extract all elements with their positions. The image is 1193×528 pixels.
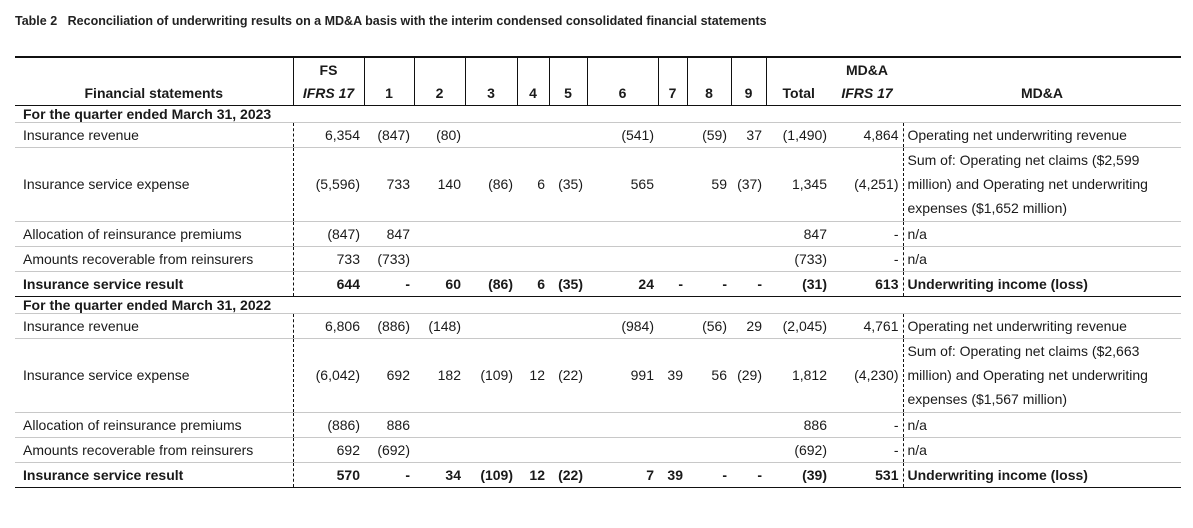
header-adj-6: 6 bbox=[587, 81, 658, 105]
cell-adj-2 bbox=[414, 437, 465, 462]
cell-adj-8: - bbox=[687, 462, 731, 487]
cell-mda-desc: Operating net underwriting revenue bbox=[903, 122, 1181, 147]
cell-fs: 644 bbox=[293, 271, 364, 296]
table-row bbox=[15, 122, 1181, 147]
cell-fs: (847) bbox=[293, 221, 364, 246]
cell-mda: (4,251) bbox=[831, 147, 903, 221]
header-adj-9: 9 bbox=[731, 81, 766, 105]
cell-total: 847 bbox=[766, 221, 831, 246]
cell-adj-2: 34 bbox=[414, 462, 465, 487]
table-row bbox=[15, 147, 1181, 221]
reconciliation-table bbox=[15, 56, 1181, 488]
cell-adj-2: (80) bbox=[414, 122, 465, 147]
cell-adj-7 bbox=[658, 122, 687, 147]
cell-adj-9: (37) bbox=[731, 147, 766, 221]
cell-adj-9 bbox=[731, 412, 766, 437]
cell-total: 1,812 bbox=[766, 338, 831, 412]
cell-mda: 613 bbox=[831, 271, 903, 296]
cell-adj-3 bbox=[465, 246, 517, 271]
cell-mda: 531 bbox=[831, 462, 903, 487]
table-title: Reconciliation of underwriting results on a MD&A basis with the interim condensed consolidated financial statements bbox=[67, 14, 767, 28]
header-row-bottom bbox=[15, 81, 1181, 105]
cell-adj-9 bbox=[731, 437, 766, 462]
cell-mda: (4,230) bbox=[831, 338, 903, 412]
cell-adj-9: 37 bbox=[731, 122, 766, 147]
cell-total: (39) bbox=[766, 462, 831, 487]
header-adj-7: 7 bbox=[658, 81, 687, 105]
cell-adj-9: - bbox=[731, 271, 766, 296]
cell-adj-5: (35) bbox=[549, 147, 587, 221]
cell-mda: 4,761 bbox=[831, 313, 903, 338]
cell-mda-desc: Sum of: Operating net claims ($2,599 million) and Operating net underwriting expenses ($1,652 million) bbox=[903, 147, 1181, 221]
cell-adj-6: (984) bbox=[587, 313, 658, 338]
cell-adj-8 bbox=[687, 437, 731, 462]
row-label: Insurance service expense bbox=[15, 338, 293, 412]
cell-total: 1,345 bbox=[766, 147, 831, 221]
cell-adj-4: 6 bbox=[517, 147, 549, 221]
cell-fs: 570 bbox=[293, 462, 364, 487]
table-header bbox=[15, 57, 1181, 105]
cell-adj-1: 692 bbox=[364, 338, 414, 412]
cell-adj-6: (541) bbox=[587, 122, 658, 147]
cell-fs: (886) bbox=[293, 412, 364, 437]
cell-mda: 4,864 bbox=[831, 122, 903, 147]
cell-fs: 6,806 bbox=[293, 313, 364, 338]
cell-mda-desc: n/a bbox=[903, 412, 1181, 437]
cell-mda: - bbox=[831, 437, 903, 462]
cell-adj-5 bbox=[549, 313, 587, 338]
cell-adj-7 bbox=[658, 437, 687, 462]
cell-fs: 692 bbox=[293, 437, 364, 462]
header-fs-ifrs17: IFRS 17 bbox=[293, 81, 364, 105]
table-row bbox=[15, 412, 1181, 437]
cell-adj-1: 733 bbox=[364, 147, 414, 221]
cell-mda: - bbox=[831, 221, 903, 246]
table-row bbox=[15, 313, 1181, 338]
cell-adj-4: 6 bbox=[517, 271, 549, 296]
cell-adj-4 bbox=[517, 122, 549, 147]
header-row-top bbox=[15, 57, 1181, 81]
cell-adj-4: 12 bbox=[517, 338, 549, 412]
cell-adj-1: (847) bbox=[364, 122, 414, 147]
cell-adj-3: (86) bbox=[465, 147, 517, 221]
row-label: Allocation of reinsurance premiums bbox=[15, 412, 293, 437]
cell-adj-9: - bbox=[731, 462, 766, 487]
cell-adj-3 bbox=[465, 437, 517, 462]
cell-mda: - bbox=[831, 412, 903, 437]
cell-adj-1: (886) bbox=[364, 313, 414, 338]
cell-adj-7 bbox=[658, 221, 687, 246]
cell-adj-2 bbox=[414, 246, 465, 271]
cell-adj-1: (692) bbox=[364, 437, 414, 462]
table-row bbox=[15, 271, 1181, 296]
section-header bbox=[15, 296, 1181, 313]
cell-adj-8: 59 bbox=[687, 147, 731, 221]
header-financial-statements: Financial statements bbox=[15, 81, 293, 105]
cell-adj-8 bbox=[687, 412, 731, 437]
cell-total: (692) bbox=[766, 437, 831, 462]
cell-adj-6: 991 bbox=[587, 338, 658, 412]
cell-adj-5 bbox=[549, 412, 587, 437]
cell-mda-desc: Underwriting income (loss) bbox=[903, 462, 1181, 487]
cell-adj-6: 7 bbox=[587, 462, 658, 487]
row-label: Insurance revenue bbox=[15, 313, 293, 338]
cell-fs: (5,596) bbox=[293, 147, 364, 221]
cell-mda-desc: n/a bbox=[903, 437, 1181, 462]
cell-adj-1: - bbox=[364, 462, 414, 487]
table-row bbox=[15, 437, 1181, 462]
cell-mda-desc: Sum of: Operating net claims ($2,663 million) and Operating net underwriting expenses ($1,567 million) bbox=[903, 338, 1181, 412]
cell-adj-6 bbox=[587, 246, 658, 271]
cell-mda-desc: Operating net underwriting revenue bbox=[903, 313, 1181, 338]
cell-adj-3 bbox=[465, 313, 517, 338]
cell-mda-desc: n/a bbox=[903, 246, 1181, 271]
cell-adj-6 bbox=[587, 437, 658, 462]
header-adj-2: 2 bbox=[414, 81, 465, 105]
cell-adj-1: 847 bbox=[364, 221, 414, 246]
cell-adj-3: (109) bbox=[465, 338, 517, 412]
cell-adj-6: 565 bbox=[587, 147, 658, 221]
cell-adj-8: (56) bbox=[687, 313, 731, 338]
cell-adj-2: 60 bbox=[414, 271, 465, 296]
cell-adj-6 bbox=[587, 221, 658, 246]
cell-adj-2 bbox=[414, 221, 465, 246]
cell-adj-3: (86) bbox=[465, 271, 517, 296]
cell-adj-4 bbox=[517, 246, 549, 271]
cell-adj-9 bbox=[731, 221, 766, 246]
cell-adj-2: 140 bbox=[414, 147, 465, 221]
cell-adj-1: - bbox=[364, 271, 414, 296]
cell-adj-5 bbox=[549, 221, 587, 246]
cell-adj-7: 39 bbox=[658, 462, 687, 487]
cell-adj-6 bbox=[587, 412, 658, 437]
header-adj-5: 5 bbox=[549, 81, 587, 105]
cell-adj-4: 12 bbox=[517, 462, 549, 487]
header-total: Total bbox=[766, 81, 831, 105]
cell-adj-2: 182 bbox=[414, 338, 465, 412]
cell-adj-4 bbox=[517, 313, 549, 338]
row-label: Insurance revenue bbox=[15, 122, 293, 147]
header-adj-4: 4 bbox=[517, 81, 549, 105]
cell-adj-8: (59) bbox=[687, 122, 731, 147]
section-title: For the quarter ended March 31, 2023 bbox=[15, 105, 1181, 122]
cell-adj-9: 29 bbox=[731, 313, 766, 338]
header-fs: FS bbox=[293, 57, 364, 81]
table-row bbox=[15, 246, 1181, 271]
cell-fs: 6,354 bbox=[293, 122, 364, 147]
row-label: Insurance service result bbox=[15, 271, 293, 296]
header-mda-ifrs17: IFRS 17 bbox=[831, 81, 903, 105]
cell-adj-6: 24 bbox=[587, 271, 658, 296]
cell-adj-7 bbox=[658, 246, 687, 271]
table-number: Table 2 bbox=[15, 14, 58, 28]
cell-adj-2 bbox=[414, 412, 465, 437]
header-adj-1: 1 bbox=[364, 81, 414, 105]
cell-total: 886 bbox=[766, 412, 831, 437]
cell-adj-4 bbox=[517, 221, 549, 246]
section-header bbox=[15, 105, 1181, 122]
cell-adj-3 bbox=[465, 221, 517, 246]
cell-total: (31) bbox=[766, 271, 831, 296]
cell-adj-7 bbox=[658, 412, 687, 437]
table-row bbox=[15, 221, 1181, 246]
cell-mda-desc: Underwriting income (loss) bbox=[903, 271, 1181, 296]
section-title: For the quarter ended March 31, 2022 bbox=[15, 296, 1181, 313]
cell-total: (733) bbox=[766, 246, 831, 271]
cell-adj-7: 39 bbox=[658, 338, 687, 412]
table-caption bbox=[15, 14, 767, 28]
cell-adj-1: 886 bbox=[364, 412, 414, 437]
row-label: Amounts recoverable from reinsurers bbox=[15, 437, 293, 462]
cell-adj-3 bbox=[465, 412, 517, 437]
table-body bbox=[15, 105, 1181, 487]
cell-adj-8: 56 bbox=[687, 338, 731, 412]
cell-adj-5: (22) bbox=[549, 338, 587, 412]
cell-mda: - bbox=[831, 246, 903, 271]
cell-adj-5: (22) bbox=[549, 462, 587, 487]
cell-adj-3 bbox=[465, 122, 517, 147]
cell-fs: (6,042) bbox=[293, 338, 364, 412]
cell-adj-9: (29) bbox=[731, 338, 766, 412]
cell-adj-2: (148) bbox=[414, 313, 465, 338]
cell-total: (2,045) bbox=[766, 313, 831, 338]
header-adj-3: 3 bbox=[465, 81, 517, 105]
cell-adj-8: - bbox=[687, 271, 731, 296]
cell-adj-1: (733) bbox=[364, 246, 414, 271]
table-row bbox=[15, 338, 1181, 412]
cell-adj-7 bbox=[658, 147, 687, 221]
cell-adj-4 bbox=[517, 412, 549, 437]
cell-adj-8 bbox=[687, 246, 731, 271]
row-label: Insurance service result bbox=[15, 462, 293, 487]
cell-adj-5 bbox=[549, 122, 587, 147]
header-mda-top: MD&A bbox=[831, 57, 903, 81]
cell-total: (1,490) bbox=[766, 122, 831, 147]
cell-adj-5 bbox=[549, 246, 587, 271]
cell-mda-desc: n/a bbox=[903, 221, 1181, 246]
row-label: Amounts recoverable from reinsurers bbox=[15, 246, 293, 271]
header-adj-8: 8 bbox=[687, 81, 731, 105]
cell-fs: 733 bbox=[293, 246, 364, 271]
cell-adj-8 bbox=[687, 221, 731, 246]
cell-adj-5 bbox=[549, 437, 587, 462]
table-row bbox=[15, 462, 1181, 487]
cell-adj-9 bbox=[731, 246, 766, 271]
cell-adj-3: (109) bbox=[465, 462, 517, 487]
cell-adj-5: (35) bbox=[549, 271, 587, 296]
header-mda-desc: MD&A bbox=[903, 81, 1181, 105]
cell-adj-7: - bbox=[658, 271, 687, 296]
cell-adj-7 bbox=[658, 313, 687, 338]
cell-adj-4 bbox=[517, 437, 549, 462]
row-label: Insurance service expense bbox=[15, 147, 293, 221]
row-label: Allocation of reinsurance premiums bbox=[15, 221, 293, 246]
